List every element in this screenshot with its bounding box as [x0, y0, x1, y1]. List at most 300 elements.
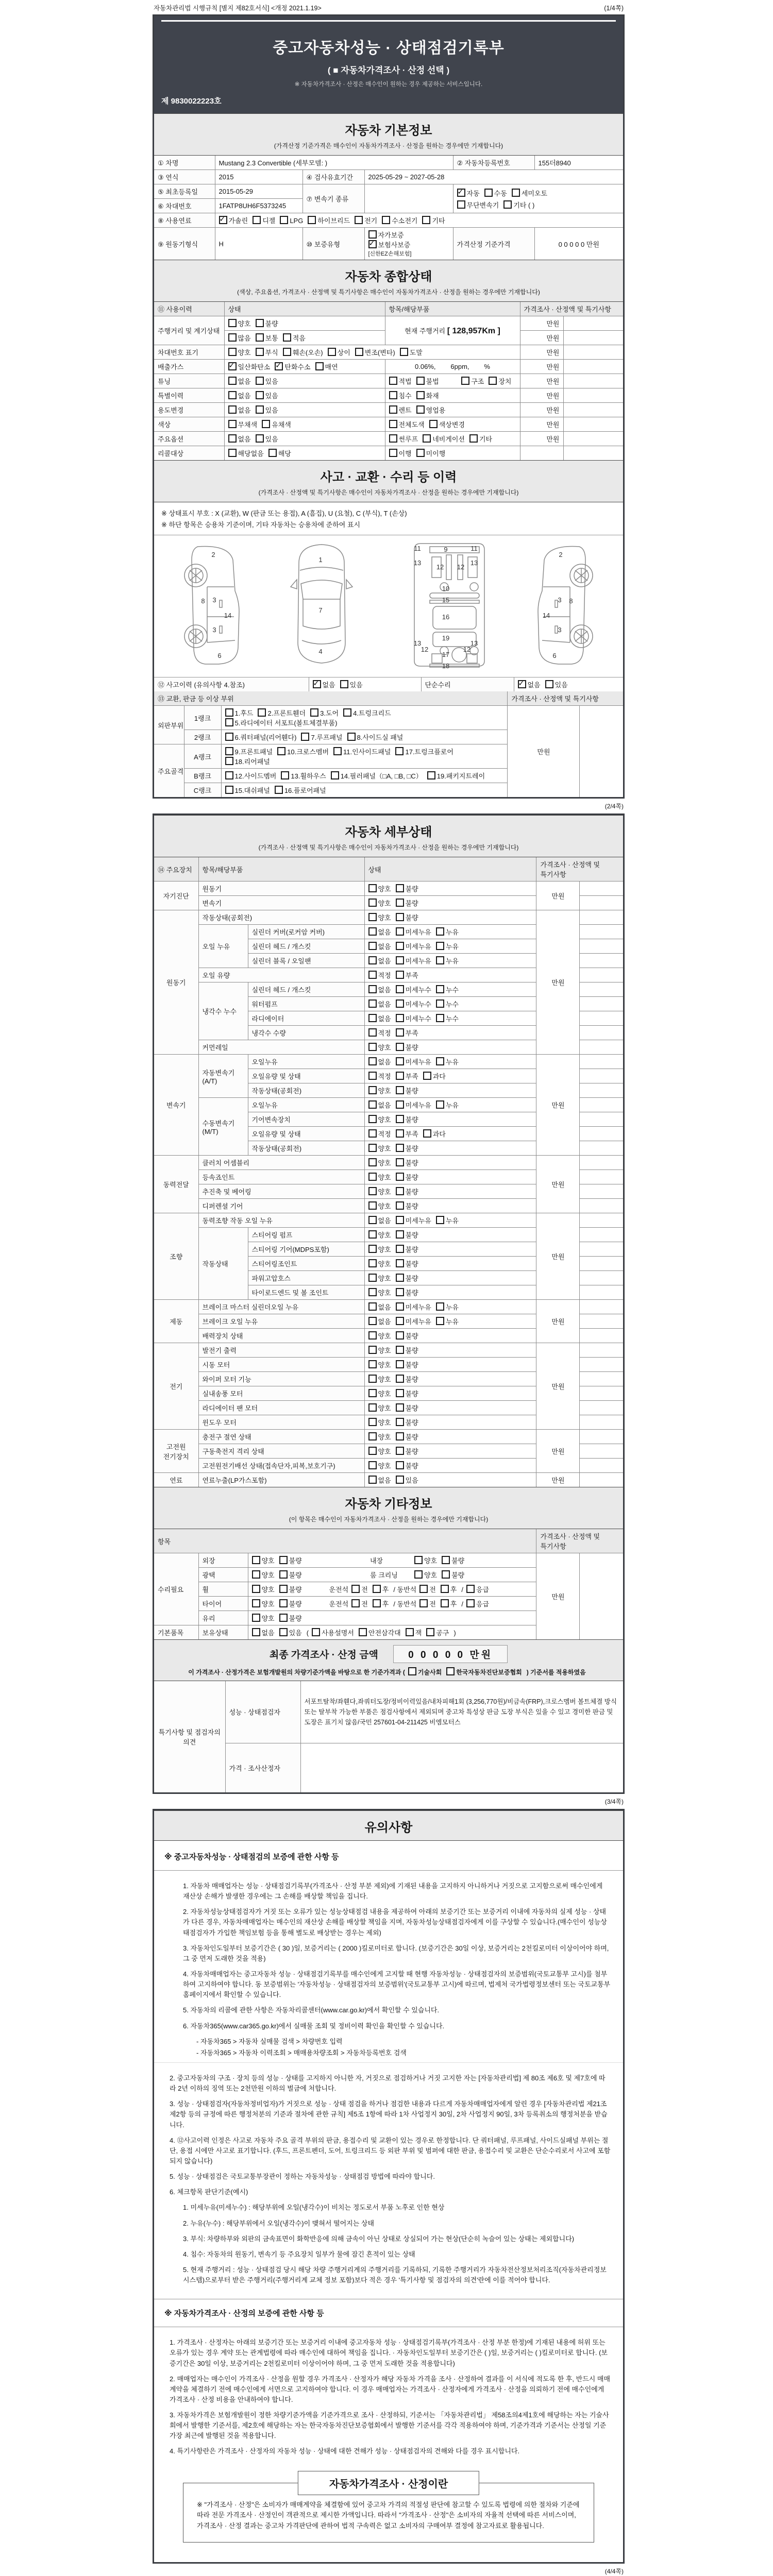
checkbox-icon[interactable]: [279, 1570, 288, 1579]
checkbox-option[interactable]: [225, 732, 297, 742]
checkbox-option[interactable]: [279, 1628, 302, 1637]
checkbox-icon[interactable]: [414, 1556, 423, 1564]
checkbox-icon[interactable]: [396, 985, 404, 993]
checkbox-icon[interactable]: [252, 1628, 260, 1636]
checkbox-icon[interactable]: [225, 771, 233, 779]
checkbox-icon[interactable]: [422, 216, 430, 224]
checkbox-option[interactable]: [368, 240, 411, 249]
checkbox-icon[interactable]: [308, 216, 316, 224]
checkbox-option[interactable]: [396, 1273, 418, 1283]
checkbox-option[interactable]: [436, 1100, 459, 1110]
checkbox-option[interactable]: [396, 1417, 418, 1427]
checkbox-option[interactable]: [396, 1042, 418, 1052]
checkbox-option[interactable]: [368, 1461, 391, 1470]
checkbox-option[interactable]: [328, 347, 350, 357]
checkbox-option[interactable]: [518, 680, 541, 689]
checkbox-option[interactable]: [396, 1158, 418, 1167]
checkbox-icon[interactable]: [256, 405, 264, 414]
checkbox-option[interactable]: [355, 215, 377, 225]
checkbox-icon[interactable]: [396, 1389, 404, 1397]
checkbox-option[interactable]: [408, 1667, 442, 1676]
checkbox-option[interactable]: [252, 1628, 275, 1637]
checkbox-icon[interactable]: [225, 757, 233, 765]
checkbox-icon[interactable]: [252, 1570, 260, 1579]
checkbox-icon[interactable]: [368, 913, 377, 921]
checkbox-icon[interactable]: [225, 747, 233, 755]
checkbox-icon[interactable]: [368, 927, 377, 936]
checkbox-icon[interactable]: [331, 771, 339, 779]
checkbox-option[interactable]: [396, 1432, 418, 1442]
checkbox-option[interactable]: [258, 708, 306, 718]
checkbox-option[interactable]: [426, 1628, 449, 1637]
checkbox-option[interactable]: [436, 985, 459, 994]
checkbox-option[interactable]: [368, 1287, 391, 1297]
checkbox-option[interactable]: [368, 1114, 391, 1124]
checkbox-icon[interactable]: [279, 1614, 288, 1622]
checkbox-icon[interactable]: [368, 1144, 377, 1152]
checkbox-icon[interactable]: [396, 971, 404, 979]
checkbox-icon[interactable]: [228, 348, 237, 356]
checkbox-option[interactable]: [396, 1403, 418, 1413]
checkbox-option[interactable]: [396, 1057, 431, 1066]
checkbox-option[interactable]: [396, 1086, 418, 1095]
checkbox-icon[interactable]: [503, 200, 512, 209]
checkbox-icon[interactable]: [416, 449, 425, 457]
checkbox-option[interactable]: [436, 1215, 459, 1225]
checkbox-option[interactable]: [389, 376, 412, 386]
checkbox-icon[interactable]: [446, 1667, 455, 1675]
checkbox-option[interactable]: [253, 215, 275, 225]
checkbox-option[interactable]: [308, 215, 350, 225]
checkbox-icon[interactable]: [368, 1230, 377, 1239]
checkbox-icon[interactable]: [396, 1100, 404, 1109]
checkbox-icon[interactable]: [368, 1129, 377, 1138]
checkbox-icon[interactable]: [228, 420, 237, 428]
checkbox-icon[interactable]: [301, 733, 309, 741]
checkbox-icon[interactable]: [396, 1144, 404, 1152]
checkbox-icon[interactable]: [283, 348, 291, 356]
checkbox-option[interactable]: [436, 956, 459, 965]
checkbox-option[interactable]: [419, 1599, 436, 1608]
checkbox-option[interactable]: [368, 1187, 391, 1196]
checkbox-option[interactable]: [396, 927, 431, 937]
checkbox-option[interactable]: [436, 1302, 459, 1312]
checkbox-option[interactable]: [368, 1446, 391, 1456]
checkbox-icon[interactable]: [396, 1245, 404, 1253]
checkbox-icon[interactable]: [368, 985, 377, 993]
checkbox-icon[interactable]: [310, 708, 318, 717]
checkbox-option[interactable]: [503, 200, 534, 210]
checkbox-option[interactable]: [313, 680, 335, 689]
checkbox-option[interactable]: [219, 215, 248, 225]
checkbox-icon[interactable]: [408, 1667, 416, 1675]
checkbox-option[interactable]: [225, 771, 277, 781]
checkbox-icon[interactable]: [368, 1360, 377, 1368]
checkbox-icon[interactable]: [225, 733, 233, 741]
checkbox-icon[interactable]: [436, 1100, 444, 1109]
checkbox-icon[interactable]: [423, 1129, 431, 1138]
checkbox-option[interactable]: [228, 419, 258, 429]
checkbox-icon[interactable]: [368, 1432, 377, 1440]
checkbox-icon[interactable]: [281, 771, 289, 779]
checkbox-icon[interactable]: [368, 1274, 377, 1282]
checkbox-icon[interactable]: [423, 1072, 431, 1080]
checkbox-checked-icon[interactable]: [228, 362, 237, 370]
checkbox-option[interactable]: [429, 419, 465, 429]
checkbox-icon[interactable]: [414, 1570, 423, 1579]
checkbox-icon[interactable]: [396, 1057, 404, 1065]
checkbox-option[interactable]: [225, 708, 254, 718]
checkbox-icon[interactable]: [225, 718, 233, 726]
checkbox-icon[interactable]: [368, 1259, 377, 1267]
checkbox-option[interactable]: [368, 1071, 391, 1081]
checkbox-option[interactable]: [228, 405, 251, 415]
checkbox-option[interactable]: [359, 1628, 401, 1637]
checkbox-icon[interactable]: [368, 230, 377, 239]
checkbox-icon[interactable]: [382, 216, 390, 224]
checkbox-icon[interactable]: [423, 434, 431, 443]
checkbox-icon[interactable]: [489, 377, 497, 385]
checkbox-option[interactable]: [343, 708, 391, 718]
checkbox-option[interactable]: [396, 1114, 418, 1124]
checkbox-icon[interactable]: [484, 189, 493, 197]
checkbox-option[interactable]: [396, 1287, 418, 1297]
checkbox-icon[interactable]: [228, 405, 237, 414]
checkbox-icon[interactable]: [396, 1403, 404, 1412]
checkbox-option[interactable]: [423, 434, 465, 444]
checkbox-option[interactable]: [228, 347, 251, 357]
checkbox-option[interactable]: [256, 434, 278, 444]
checkbox-icon[interactable]: [426, 1628, 434, 1636]
checkbox-option[interactable]: [395, 747, 453, 756]
checkbox-checked-icon[interactable]: [219, 216, 227, 224]
checkbox-option[interactable]: [512, 188, 547, 198]
checkbox-option[interactable]: [469, 434, 492, 444]
checkbox-option[interactable]: [442, 1570, 464, 1580]
checkbox-icon[interactable]: [416, 377, 425, 385]
checkbox-option[interactable]: [252, 1570, 275, 1580]
checkbox-option[interactable]: [545, 680, 568, 689]
checkbox-option[interactable]: [396, 1230, 418, 1240]
checkbox-icon[interactable]: [396, 1360, 404, 1368]
checkbox-option[interactable]: [315, 362, 338, 371]
checkbox-option[interactable]: [333, 747, 391, 756]
checkbox-option[interactable]: [396, 912, 418, 922]
checkbox-option[interactable]: [225, 756, 270, 766]
checkbox-icon[interactable]: [277, 747, 285, 755]
checkbox-icon[interactable]: [396, 884, 404, 892]
checkbox-option[interactable]: [436, 1316, 459, 1326]
checkbox-option[interactable]: [256, 333, 278, 343]
checkbox-option[interactable]: [368, 1201, 391, 1211]
checkbox-icon[interactable]: [427, 771, 435, 779]
checkbox-icon[interactable]: [368, 1331, 377, 1340]
checkbox-option[interactable]: [396, 1302, 431, 1312]
checkbox-option[interactable]: [368, 1302, 391, 1312]
checkbox-icon[interactable]: [368, 1187, 377, 1195]
checkbox-option[interactable]: [414, 1555, 437, 1565]
checkbox-icon[interactable]: [228, 434, 237, 443]
checkbox-icon[interactable]: [406, 1628, 414, 1636]
checkbox-option[interactable]: [396, 1331, 418, 1341]
checkbox-option[interactable]: [396, 1143, 418, 1153]
checkbox-icon[interactable]: [225, 786, 233, 794]
checkbox-option[interactable]: [252, 1584, 275, 1594]
checkbox-option[interactable]: [436, 927, 459, 937]
checkbox-option[interactable]: [275, 362, 310, 371]
checkbox-option[interactable]: [275, 785, 326, 795]
checkbox-icon[interactable]: [396, 1201, 404, 1210]
checkbox-icon[interactable]: [466, 1585, 475, 1593]
checkbox-icon[interactable]: [368, 956, 377, 964]
checkbox-icon[interactable]: [256, 319, 264, 327]
checkbox-icon[interactable]: [396, 1418, 404, 1426]
checkbox-icon[interactable]: [436, 1216, 444, 1224]
checkbox-option[interactable]: [281, 771, 326, 781]
checkbox-option[interactable]: [436, 999, 459, 1009]
checkbox-icon[interactable]: [368, 1476, 377, 1484]
checkbox-option[interactable]: [441, 1584, 457, 1594]
checkbox-icon[interactable]: [333, 747, 342, 755]
checkbox-icon[interactable]: [436, 999, 444, 1008]
checkbox-icon[interactable]: [436, 1057, 444, 1065]
checkbox-option[interactable]: [262, 419, 291, 429]
checkbox-option[interactable]: [279, 1599, 302, 1608]
checkbox-icon[interactable]: [368, 1043, 377, 1051]
checkbox-option[interactable]: [368, 1028, 391, 1038]
checkbox-icon[interactable]: [262, 420, 270, 428]
checkbox-icon[interactable]: [268, 449, 277, 457]
checkbox-option[interactable]: [389, 448, 412, 458]
checkbox-icon[interactable]: [389, 420, 397, 428]
checkbox-option[interactable]: [368, 1273, 391, 1283]
checkbox-icon[interactable]: [368, 1072, 377, 1080]
checkbox-option[interactable]: [368, 912, 391, 922]
checkbox-option[interactable]: [283, 347, 323, 357]
checkbox-icon[interactable]: [396, 1346, 404, 1354]
checkbox-option[interactable]: [368, 941, 391, 951]
checkbox-option[interactable]: [279, 1584, 302, 1594]
checkbox-option[interactable]: [277, 747, 329, 756]
checkbox-option[interactable]: [310, 708, 339, 718]
checkbox-option[interactable]: [396, 1100, 431, 1110]
checkbox-icon[interactable]: [396, 913, 404, 921]
checkbox-option[interactable]: [414, 1570, 437, 1580]
checkbox-option[interactable]: [373, 1599, 389, 1608]
checkbox-icon[interactable]: [228, 391, 237, 399]
checkbox-icon[interactable]: [396, 942, 404, 950]
checkbox-icon[interactable]: [368, 1173, 377, 1181]
checkbox-icon[interactable]: [368, 1100, 377, 1109]
checkbox-option[interactable]: [368, 1042, 391, 1052]
checkbox-option[interactable]: [368, 1360, 391, 1369]
checkbox-icon[interactable]: [368, 1028, 377, 1037]
checkbox-icon[interactable]: [396, 956, 404, 964]
checkbox-option[interactable]: [279, 1570, 302, 1580]
checkbox-icon[interactable]: [368, 1216, 377, 1224]
checkbox-icon[interactable]: [280, 216, 288, 224]
checkbox-option[interactable]: [396, 1316, 431, 1326]
checkbox-option[interactable]: [225, 747, 273, 756]
checkbox-icon[interactable]: [279, 1599, 288, 1607]
checkbox-option[interactable]: [368, 1316, 391, 1326]
checkbox-option[interactable]: [389, 434, 418, 444]
checkbox-icon[interactable]: [368, 999, 377, 1008]
checkbox-icon[interactable]: [395, 747, 404, 755]
checkbox-icon[interactable]: [368, 1057, 377, 1065]
checkbox-option[interactable]: [368, 1129, 391, 1139]
checkbox-option[interactable]: [347, 732, 404, 742]
checkbox-icon[interactable]: [396, 1461, 404, 1469]
checkbox-option[interactable]: [283, 333, 306, 343]
checkbox-checked-icon[interactable]: [457, 189, 465, 197]
checkbox-icon[interactable]: [416, 391, 425, 399]
checkbox-option[interactable]: [396, 941, 431, 951]
checkbox-option[interactable]: [442, 1555, 464, 1565]
checkbox-icon[interactable]: [396, 1476, 404, 1484]
checkbox-option[interactable]: [484, 188, 507, 198]
checkbox-option[interactable]: [416, 391, 439, 400]
checkbox-icon[interactable]: [396, 1072, 404, 1080]
checkbox-option[interactable]: [396, 1215, 431, 1225]
checkbox-icon[interactable]: [258, 708, 266, 717]
checkbox-icon[interactable]: [368, 1014, 377, 1022]
checkbox-option[interactable]: [252, 1599, 275, 1608]
checkbox-option[interactable]: [256, 376, 278, 386]
checkbox-icon[interactable]: [396, 1288, 404, 1296]
checkbox-icon[interactable]: [279, 1628, 288, 1636]
checkbox-icon[interactable]: [389, 391, 397, 399]
checkbox-option[interactable]: [441, 1599, 457, 1608]
checkbox-option[interactable]: [396, 999, 431, 1009]
checkbox-option[interactable]: [228, 318, 251, 328]
checkbox-icon[interactable]: [283, 333, 291, 342]
checkbox-option[interactable]: [368, 1158, 391, 1167]
checkbox-option[interactable]: [368, 884, 391, 893]
checkbox-option[interactable]: [368, 999, 391, 1009]
checkbox-icon[interactable]: [253, 216, 261, 224]
checkbox-icon[interactable]: [256, 391, 264, 399]
checkbox-icon[interactable]: [396, 1432, 404, 1440]
checkbox-icon[interactable]: [396, 1129, 404, 1138]
checkbox-icon[interactable]: [419, 1599, 428, 1607]
checkbox-option[interactable]: [252, 1555, 275, 1565]
checkbox-option[interactable]: [457, 200, 499, 210]
checkbox-icon[interactable]: [436, 942, 444, 950]
checkbox-icon[interactable]: [389, 434, 397, 443]
checkbox-option[interactable]: [368, 1086, 391, 1095]
checkbox-icon[interactable]: [252, 1556, 260, 1564]
checkbox-icon[interactable]: [228, 449, 237, 457]
checkbox-option[interactable]: [396, 1446, 418, 1456]
checkbox-option[interactable]: [368, 1388, 391, 1398]
checkbox-option[interactable]: [389, 405, 412, 415]
checkbox-icon[interactable]: [256, 434, 264, 443]
checkbox-icon[interactable]: [396, 1173, 404, 1181]
checkbox-option[interactable]: [268, 448, 291, 458]
checkbox-option[interactable]: [355, 347, 395, 357]
checkbox-icon[interactable]: [441, 1599, 449, 1607]
checkbox-icon[interactable]: [328, 348, 336, 356]
checkbox-icon[interactable]: [315, 362, 324, 370]
checkbox-icon[interactable]: [359, 1628, 367, 1636]
checkbox-option[interactable]: [422, 215, 445, 225]
checkbox-icon[interactable]: [368, 971, 377, 979]
checkbox-icon[interactable]: [396, 1043, 404, 1051]
checkbox-icon[interactable]: [252, 1585, 260, 1593]
checkbox-icon[interactable]: [368, 1115, 377, 1123]
checkbox-option[interactable]: [396, 1013, 431, 1023]
checkbox-icon[interactable]: [396, 1216, 404, 1224]
checkbox-option[interactable]: [446, 1667, 522, 1676]
checkbox-icon[interactable]: [368, 1389, 377, 1397]
checkbox-icon[interactable]: [396, 1331, 404, 1340]
checkbox-option[interactable]: [396, 1374, 418, 1384]
checkbox-option[interactable]: [396, 1187, 418, 1196]
checkbox-icon[interactable]: [368, 1346, 377, 1354]
checkbox-option[interactable]: [368, 927, 391, 937]
checkbox-option[interactable]: [396, 1345, 418, 1355]
checkbox-option[interactable]: [340, 680, 363, 689]
checkbox-icon[interactable]: [368, 1158, 377, 1166]
checkbox-icon[interactable]: [355, 216, 363, 224]
checkbox-icon[interactable]: [228, 333, 237, 342]
checkbox-option[interactable]: [331, 771, 423, 781]
checkbox-option[interactable]: [400, 347, 423, 357]
checkbox-option[interactable]: [373, 1584, 389, 1594]
checkbox-icon[interactable]: [396, 1375, 404, 1383]
checkbox-icon[interactable]: [252, 1614, 260, 1622]
checkbox-icon[interactable]: [368, 1288, 377, 1296]
checkbox-option[interactable]: [416, 448, 446, 458]
checkbox-icon[interactable]: [368, 1403, 377, 1412]
checkbox-icon[interactable]: [396, 1230, 404, 1239]
checkbox-option[interactable]: [368, 1432, 391, 1442]
checkbox-option[interactable]: [406, 1628, 422, 1637]
checkbox-icon[interactable]: [416, 405, 425, 414]
checkbox-icon[interactable]: [436, 1317, 444, 1325]
checkbox-option[interactable]: [368, 1259, 391, 1268]
checkbox-icon[interactable]: [279, 1556, 288, 1564]
checkbox-icon[interactable]: [351, 1599, 360, 1607]
checkbox-option[interactable]: [225, 718, 338, 727]
checkbox-option[interactable]: [436, 941, 459, 951]
checkbox-option[interactable]: [466, 1599, 489, 1608]
checkbox-icon[interactable]: [279, 1585, 288, 1593]
checkbox-option[interactable]: [368, 1100, 391, 1110]
checkbox-checked-icon[interactable]: [518, 680, 526, 688]
checkbox-icon[interactable]: [396, 1115, 404, 1123]
checkbox-icon[interactable]: [512, 189, 520, 197]
checkbox-option[interactable]: [368, 1345, 391, 1355]
checkbox-option[interactable]: [389, 419, 425, 429]
checkbox-icon[interactable]: [389, 449, 397, 457]
checkbox-icon[interactable]: [396, 1158, 404, 1166]
checkbox-option[interactable]: [396, 1475, 418, 1485]
checkbox-option[interactable]: [256, 318, 278, 328]
checkbox-option[interactable]: [457, 188, 480, 198]
checkbox-icon[interactable]: [355, 348, 363, 356]
checkbox-option[interactable]: [382, 215, 417, 225]
checkbox-icon[interactable]: [436, 1014, 444, 1022]
checkbox-option[interactable]: [280, 216, 303, 225]
checkbox-option[interactable]: [228, 434, 251, 444]
checkbox-icon[interactable]: [368, 1461, 377, 1469]
checkbox-option[interactable]: [396, 1360, 418, 1369]
checkbox-icon[interactable]: [442, 1556, 450, 1564]
checkbox-icon[interactable]: [368, 899, 377, 907]
checkbox-option[interactable]: [396, 956, 431, 965]
